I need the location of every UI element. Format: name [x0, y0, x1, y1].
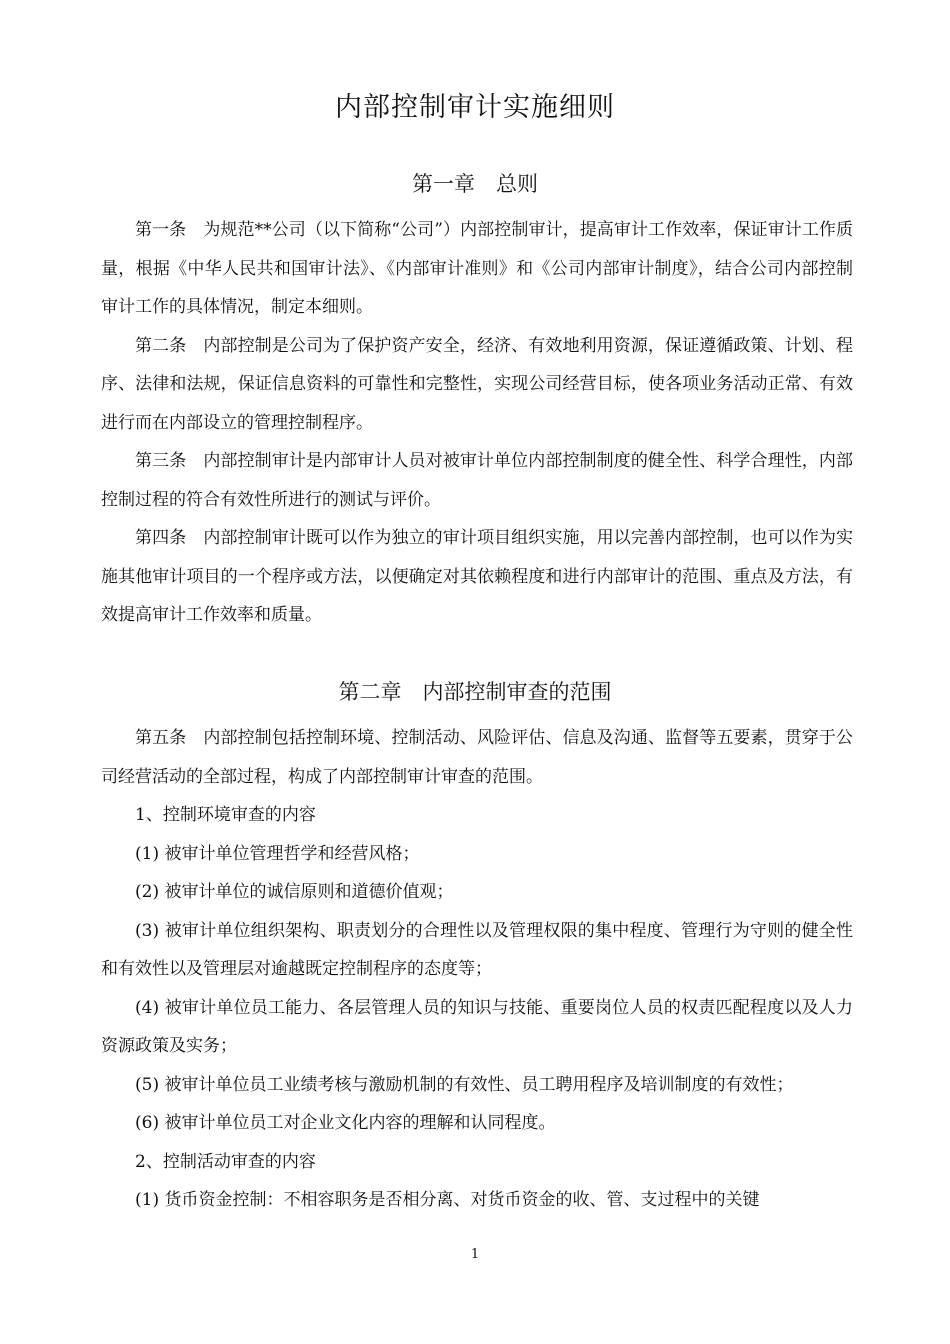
article-2: 第二条 内部控制是公司为了保护资产安全，经济、有效地利用资源，保证遵循政策、计划、程序、法律和法规，保证信息资料的可靠性和完整性，实现公司经营目标，使各项业务活动正常、有效进行而在内部设立的管理控制程序。 — [101, 335, 853, 433]
article-5: 第五条 内部控制包括控制环境、控制活动、风险评估、信息及沟通、监督等五要素，贯穿于公司经营活动的全部过程，构成了内部控制审计审查的范围。 — [101, 728, 853, 787]
article-3: 第三条 内部控制审计是内部审计人员对被审计单位内部控制制度的健全性、科学合理性，内部控制过程的符合有效性所进行的测试与评价。 — [101, 451, 853, 510]
section-heading-control-environment: 1、控制环境审查的内容 — [135, 805, 316, 825]
list-item: (2) 被审计单位的诚信原则和道德价值观； — [135, 882, 454, 902]
page-number: 1 — [470, 1247, 480, 1262]
list-item: (5) 被审计单位员工业绩考核与激励机制的有效性、员工聘用程序及培训制度的有效性； — [135, 1074, 794, 1095]
chapter-2-heading: 第二章 内部控制审查的范围 — [338, 680, 612, 704]
article-4: 第四条 内部控制审计既可以作为独立的审计项目组织实施，用以完善内部控制，也可以作为实施其他审计项目的一个程序或方法，以便确定对其依赖程度和进行内部审计的范围、重点及方法，有效提高审计工作效率和质量。 — [101, 528, 853, 625]
list-item: (3) 被审计单位组织架构、职责划分的合理性以及管理权限的集中程度、管理行为守则的健全性和有效性以及管理层对逾越既定控制程序的态度等； — [101, 920, 853, 979]
chapter-1-body — [101, 211, 853, 635]
list-item: (4) 被审计单位员工能力、各层管理人员的知识与技能、重要岗位人员的权责匹配程度以及人力资源政策及实务； — [101, 997, 853, 1056]
section-heading-control-activities: 2、控制活动审查的内容 — [135, 1151, 316, 1172]
chapter-1-heading: 第一章 总则 — [412, 172, 538, 196]
list-item: (6) 被审计单位员工对企业文化内容的理解和认同程度。 — [135, 1113, 556, 1133]
chapter-2-body — [101, 719, 853, 1220]
list-item: (1) 被审计单位管理哲学和经营风格； — [135, 843, 420, 864]
list-item: (1) 货币资金控制：不相容职务是否相分离、对货币资金的收、管、支过程中的关键 — [135, 1190, 760, 1210]
document-title: 内部控制审计实施细则 — [335, 92, 615, 123]
article-1: 第一条 为规范**公司（以下简称“公司”）内部控制审计，提高审计工作效率，保证审计工作质量，根据《中华人民共和国审计法》、《内部审计准则》和《公司内部审计制度》，结合公司内部控制审计工作的具体情况，制定本细则。 — [101, 220, 853, 317]
